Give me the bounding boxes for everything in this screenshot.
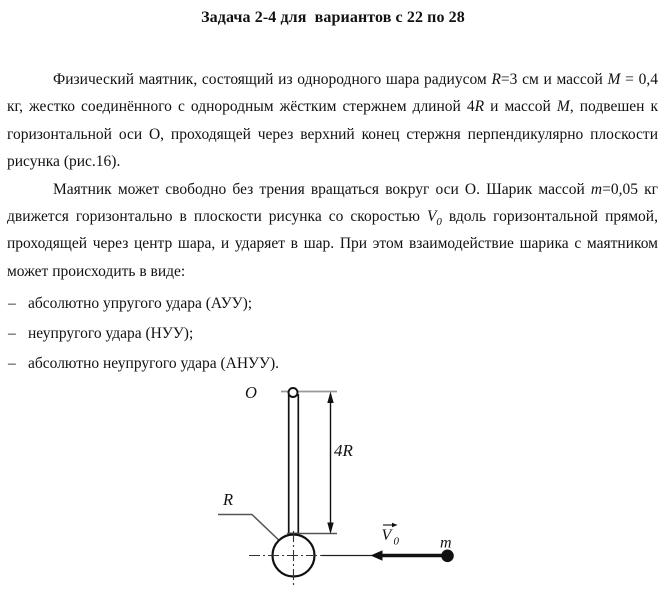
list-item-inelastic [7,320,658,347]
dash-bullet: – [8,355,16,373]
paragraph-ball-impact: Маятник может свободно без трения вращаться вокруг оси О. Шарик массой m=0,05 кг движется горизонтально в плоскости рисунка со скоростью $V_0$ вдоль горизонтальной прямой, проходящей через центр шара, и ударяет в шар. При этом взаимодействие шарика с маятником может происходить в виде: [7,180,658,280]
impact-types-list [7,290,658,377]
pivot-label: O [245,383,257,402]
list-item-label: абсолютно упругого удара (АУУ); [28,295,253,313]
list-item-elastic [7,290,658,317]
dimension-arrow-down [327,523,333,535]
list-item-label: неупругого удара (НУУ); [28,325,194,343]
pivot-ring [289,388,298,397]
dash-bullet: – [8,325,16,343]
pendulum-figure [0,375,666,595]
velocity-label-subscript: 0 [393,535,399,548]
radius-label: R [223,490,234,509]
list-item-perfectly-inelastic [7,350,658,377]
pendulum-rod [289,395,299,534]
velocity-label: V [381,527,392,544]
dash-bullet: – [8,295,16,313]
velocity-vector-hat-arrowhead [392,523,398,528]
rod-length-label: 4R [334,441,353,460]
paragraph-pendulum-description: Физический маятник, состоящий из однородного шара радиусом R=3 см и массой M = 0,4 кг, жестко соединённого с однородным жёстким стержнем длиной 4R и массой M, подвешен к горизонтальной оси О, проходящей через верхний конец стержня перпендикулярно плоскости рисунка (рис.16). [7,71,659,171]
velocity-arrowhead [371,550,383,560]
striking-ball-mass-label: m [440,534,452,552]
radius-leader-line [218,515,286,547]
problem-statement [0,66,666,377]
page-title: Задача 2-4 для вариантов с 22 по 28 [201,9,465,26]
list-item-label: абсолютно неупругого удара (АНУУ). [28,355,280,373]
dimension-arrow-up [327,392,333,404]
